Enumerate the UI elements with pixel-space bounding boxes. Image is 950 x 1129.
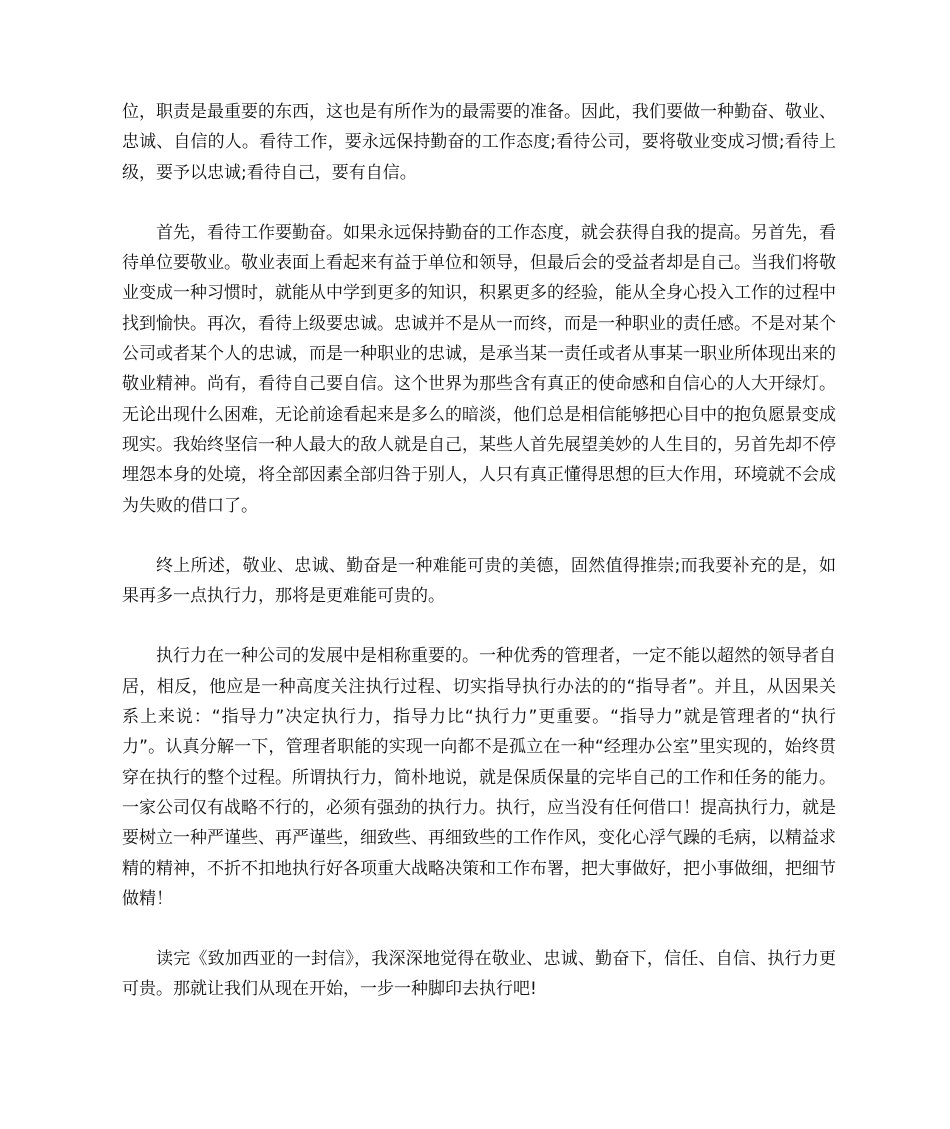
paragraph-summary: 终上所述，敬业、忠诚、勤奋是一种难能可贵的美德，固然值得推崇;而我要补充的是，如果再多一点执行力，那将是更难能可贵的。	[122, 555, 836, 607]
paragraph-conclusion: 读完《致加西亚的一封信》，我深深地觉得在敬业、忠诚、勤奋下，信任、自信、执行力更可贵。那就让我们从现在开始，一步一种脚印去执行吧!	[122, 949, 836, 1000]
document-page	[122, 97, 836, 1005]
paragraph-diligence-loyalty: 首先，看待工作要勤奋。如果永远保持勤奋的工作态度，就会获得自我的提高。另首先，看待单位要敬业。敬业表面上看起来有益于单位和领导，但最后会的受益者却是自己。当我们将敬业变成一种习惯时，就能从中学到更多的知识，积累更多的经验，能从全身心投入工作的过程中找到愉快。再次，看待上级要忠诚。忠诚并不是从一而终，而是一种职业的责任感。不是对某个公司或者某个人的忠诚，而是一种职业的忠诚，是承当某一责任或者从事某一职业所体现出来的敬业精神。尚有，看待自己要自信。这个世界为那些含有真正的使命感和自信心的人大开绿灯。无论出现什么困难，无论前途看起来是多么的暗淡，他们总是相信能够把心目中的抱负愿景变成现实。我始终坚信一种人最大的敌人就是自己，某些人首先展望美妙的人生目的，另首先却不停埋怨本身的处境，将全部因素全部归咎于别人，人只有真正懂得思想的巨大作用，环境就不会成为失败的借口了。	[122, 222, 836, 516]
paragraph-execution: 执行力在一种公司的发展中是相称重要的。一种优秀的管理者，一定不能以超然的领导者自居，相反，他应是一种高度关注执行过程、切实指导执行办法的的“指导者”。并且，从因果关系上来说：“指导力”决定执行力，指导力比“执行力”更重要。“指导力”就是管理者的“执行力”。认真分解一下，管理者职能的实现一向都不是孤立在一种“经理办公室”里实现的，始终贯穿在执行的整个过程。所谓执行力，简朴地说，就是保质保量的完毕自己的工作和任务的能力。一家公司仅有战略不行的，必须有强劲的执行力。执行，应当没有任何借口！提高执行力，就是要树立一种严谨些、再严谨些，细致些、再细致些的工作作风，变化心浮气躁的毛病，以精益求精的精神，不折不扣地执行好各项重大战略决策和工作布署，把大事做好，把小事做细，把细节做精！	[122, 646, 836, 909]
paragraph-intro-continuation: 位，职责是最重要的东西，这也是有所作为的最需要的准备。因此，我们要做一种勤奋、敬业、忠诚、自信的人。看待工作，要永远保持勤奋的工作态度;看待公司，要将敬业变成习惯;看待上级，要予以忠诚;看待自己，要有自信。	[122, 102, 836, 183]
